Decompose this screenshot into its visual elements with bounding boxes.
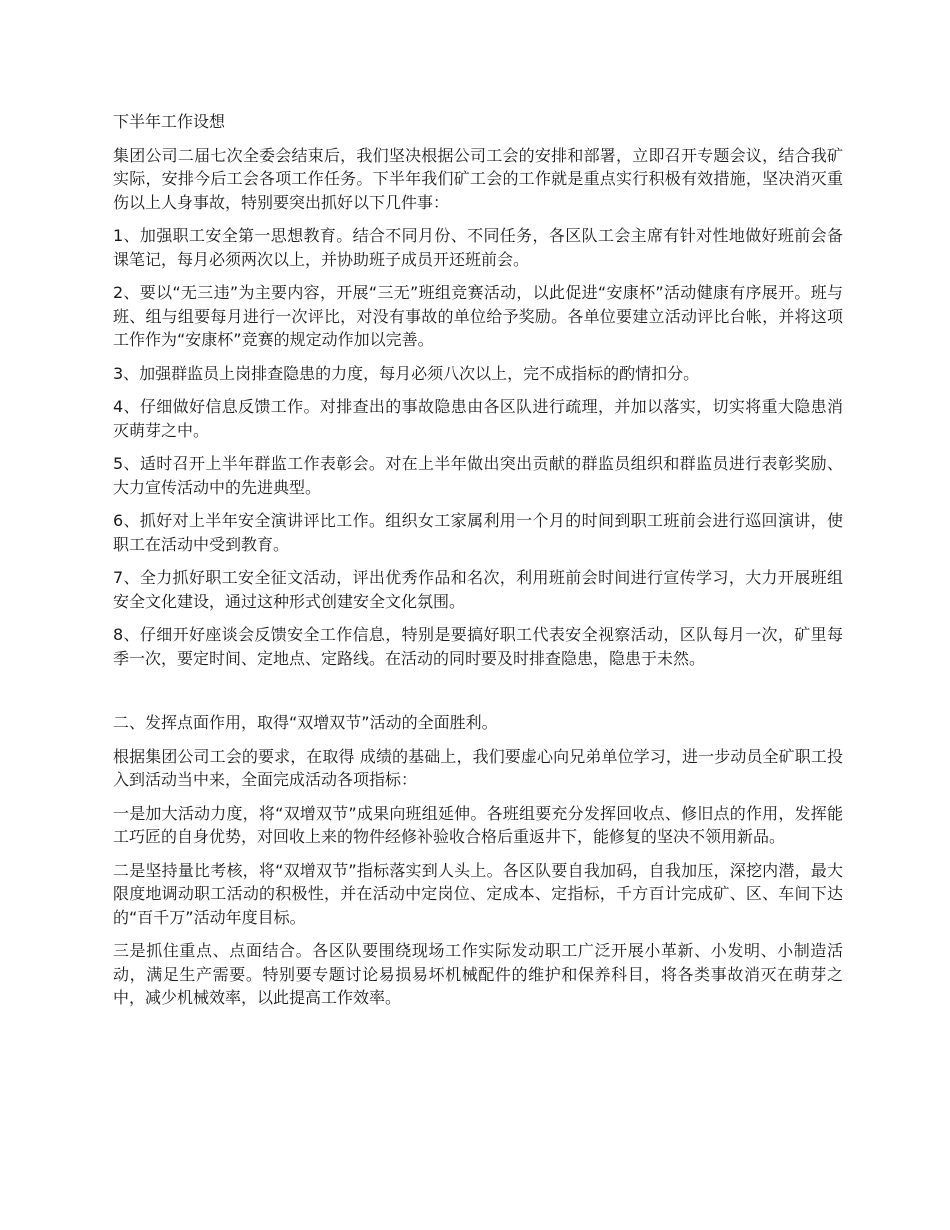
section2-item-2: 二是坚持量比考核，将“双增双节”指标落实到人头上。各区队要自我加码，自我加压，深挖内潜，最大限度地调动职工活动的积极性，并在活动中定岗位、定成本、定指标，千方百计完成矿、区、车间下达的“百千万”活动年度目标。 <box>113 860 843 927</box>
section1-item-7: 7、全力抓好职工安全征文活动，评出优秀作品和名次，利用班前会时间进行宣传学习，大力开展班组安全文化建设，通过这种形式创建安全文化氛围。 <box>113 568 843 611</box>
section-spacer <box>113 680 843 711</box>
section2-item-3: 三是抓住重点、点面结合。各区队要围绕现场工作实际发动职工广泛开展小革新、小发明、小制造活动，满足生产需要。特别要专题讨论易损易坏机械配件的维护和保养科目，将各类事故消灭在萌芽之中，减少机械效率，以此提高工作效率。 <box>113 941 843 1007</box>
document-body <box>113 110 843 1020</box>
section1-item-6: 6、抓好对上半年安全演讲评比工作。组织女工家属利用一个月的时间到职工班前会进行巡回演讲，使职工在活动中受到教育。 <box>113 511 843 554</box>
section1-item-2: 2、要以“无三违”为主要内容，开展“三无”班组竞赛活动，以此促进“安康杯”活动健康有序展开。班与班、组与组要每月进行一次评比，对没有事故的单位给予奖励。各单位要建立活动评比台帐，并将这项工作作为“安康杯”竞赛的规定动作加以完善。 <box>113 283 843 349</box>
section1-intro: 集团公司二届七次全委会结束后，我们坚决根据公司工会的安排和部署，立即召开专题会议，结合我矿实际，安排今后工会各项工作任务。下半年我们矿工会的工作就是重点实行积极有效措施，坚决消灭重伤以上人身事故，特别要突出抓好以下几件事： <box>113 145 843 212</box>
section1-item-4: 4、仔细做好信息反馈工作。对排查出的事故隐患由各区队进行疏理，并加以落实，切实将重大隐患消灭萌芽之中。 <box>113 397 843 440</box>
section2-item-1: 一是加大活动力度，将“双增双节”成果向班组延伸。各班组要充分发挥回收点、修旧点的作用，发挥能工巧匠的自身优势，对回收上来的物件经修补验收合格后重返井下，能修复的坚决不领用新品。 <box>113 803 843 846</box>
section1-item-3: 3、加强群监员上岗排查隐患的力度，每月必须八次以上，完不成指标的酌情扣分。 <box>113 363 700 383</box>
section1-item-8: 8、仔细开好座谈会反馈安全工作信息，特别是要搞好职工代表安全视察活动，区队每月一次，矿里每季一次，要定时间、定地点、定路线。在活动的同时要及时排查隐患，隐患于未然。 <box>113 625 843 668</box>
section2-intro: 根据集团公司工会的要求，在取得 成绩的基础上，我们要虚心向兄弟单位学习，进一步动员全矿职工投入到活动当中来，全面完成活动各项指标： <box>113 746 843 789</box>
section2-heading: 二、发挥点面作用，取得“双增双节”活动的全面胜利。 <box>113 713 498 732</box>
section1-item-5: 5、适时召开上半年群监工作表彰会。对在上半年做出突出贡献的群监员组织和群监员进行表彰奖励、大力宣传活动中的先进典型。 <box>113 454 843 497</box>
section1-item-1: 1、加强职工安全第一思想教育。结合不同月份、不同任务，各区队工会主席有针对性地做好班前会备课笔记，每月必须两次以上，并协助班子成员开还班前会。 <box>113 226 843 269</box>
document-title: 下半年工作设想 <box>113 112 226 131</box>
